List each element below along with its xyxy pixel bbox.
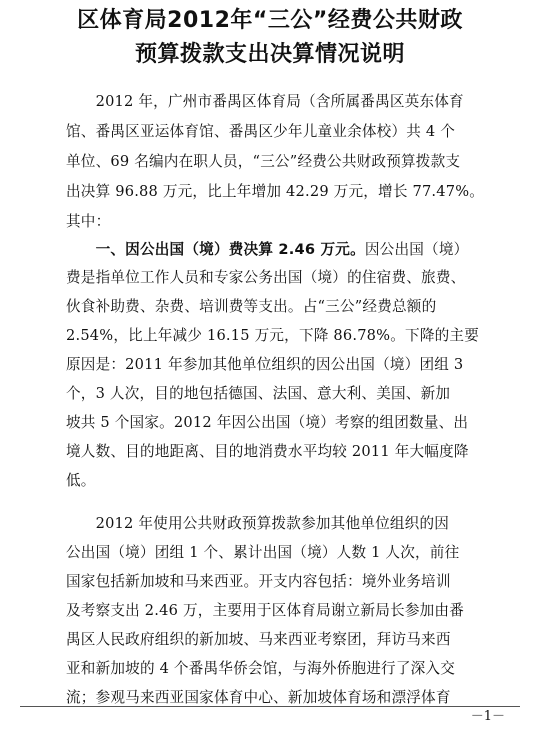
section-heading-overseas-travel: 一、因公出国（境）费决算 2.46 万元。 [66,241,365,258]
footer-rule [20,706,520,707]
paragraph-2-line: 原因是：2011 年参加其他单位组织的因公出国（境）团组 3 [66,356,464,373]
paragraph-3-line: 及考察支出 2.46 万，主要用于区体育局谢立新局长参加由番 [66,602,465,619]
paragraph-2-line: 坡共 5 个国家。2012 年因公出国（境）考察的组团数量、出 [66,414,469,431]
paragraph-3-line: 公出国（境）团组 1 个、累计出国（境）人数 1 人次，前往 [66,544,460,561]
paragraph-1-line: 2012 年，广州市番禺区体育局（含所属番禺区英东体育 [66,93,464,110]
page-number: －1－ [470,709,505,724]
paragraph-2-line: 低。 [66,472,96,489]
paragraph-2-line: 个，3 人次，目的地包括德国、法国、意大利、美国、新加 [66,385,451,402]
paragraph-3-line: 国家包括新加坡和马来西亚。开支内容包括：境外业务培训 [66,573,451,590]
paragraph-2-line: 费是指单位工作人员和专家公务出国（境）的住宿费、旅费、 [66,269,466,286]
paragraph-2-first-line [66,240,486,260]
paragraph-2-line: 2.54%，比上年减少 16.15 万元，下降 86.78%。下降的主要 [66,327,479,344]
paragraph-1-line: 馆、番禺区亚运体育馆、番禺区少年儿童业余体校）共 4 个 [66,123,456,140]
document-title-line-2: 预算拨款支出决算情况说明 [134,42,405,67]
document-title-line-1: 区体育局2012年“三公”经费公共财政 [77,8,463,33]
paragraph-1-line: 出决算 96.88 万元，比上年增加 42.29 万元，增长 77.47%。 [66,183,485,200]
paragraph-1-line: 单位、69 名编内在职人员，“三公”经费公共财政预算拨款支 [66,153,461,170]
paragraph-3-line: 2012 年使用公共财政预算拨款参加其他单位组织的因 [66,515,450,532]
paragraph-2-line: 境人数、目的地距离、目的地消费水平均较 2011 年大幅度降 [66,443,469,460]
paragraph-2-line: 伙食补助费、杂费、培训费等支出。占“三公”经费总额的 [66,298,437,315]
paragraph-1-line: 其中： [66,213,111,230]
paragraph-2-first-tail: 因公出国（境） [364,241,469,258]
paragraph-3-line: 流；参观马来西亚国家体育中心、新加坡体育场和漂浮体育 [66,689,451,706]
paragraph-3-line: 亚和新加坡的 4 个番禺华侨会馆，与海外侨胞进行了深入交 [66,660,456,677]
paragraph-3-line: 禺区人民政府组织的新加坡、马来西亚考察团，拜访马来西 [66,631,451,648]
